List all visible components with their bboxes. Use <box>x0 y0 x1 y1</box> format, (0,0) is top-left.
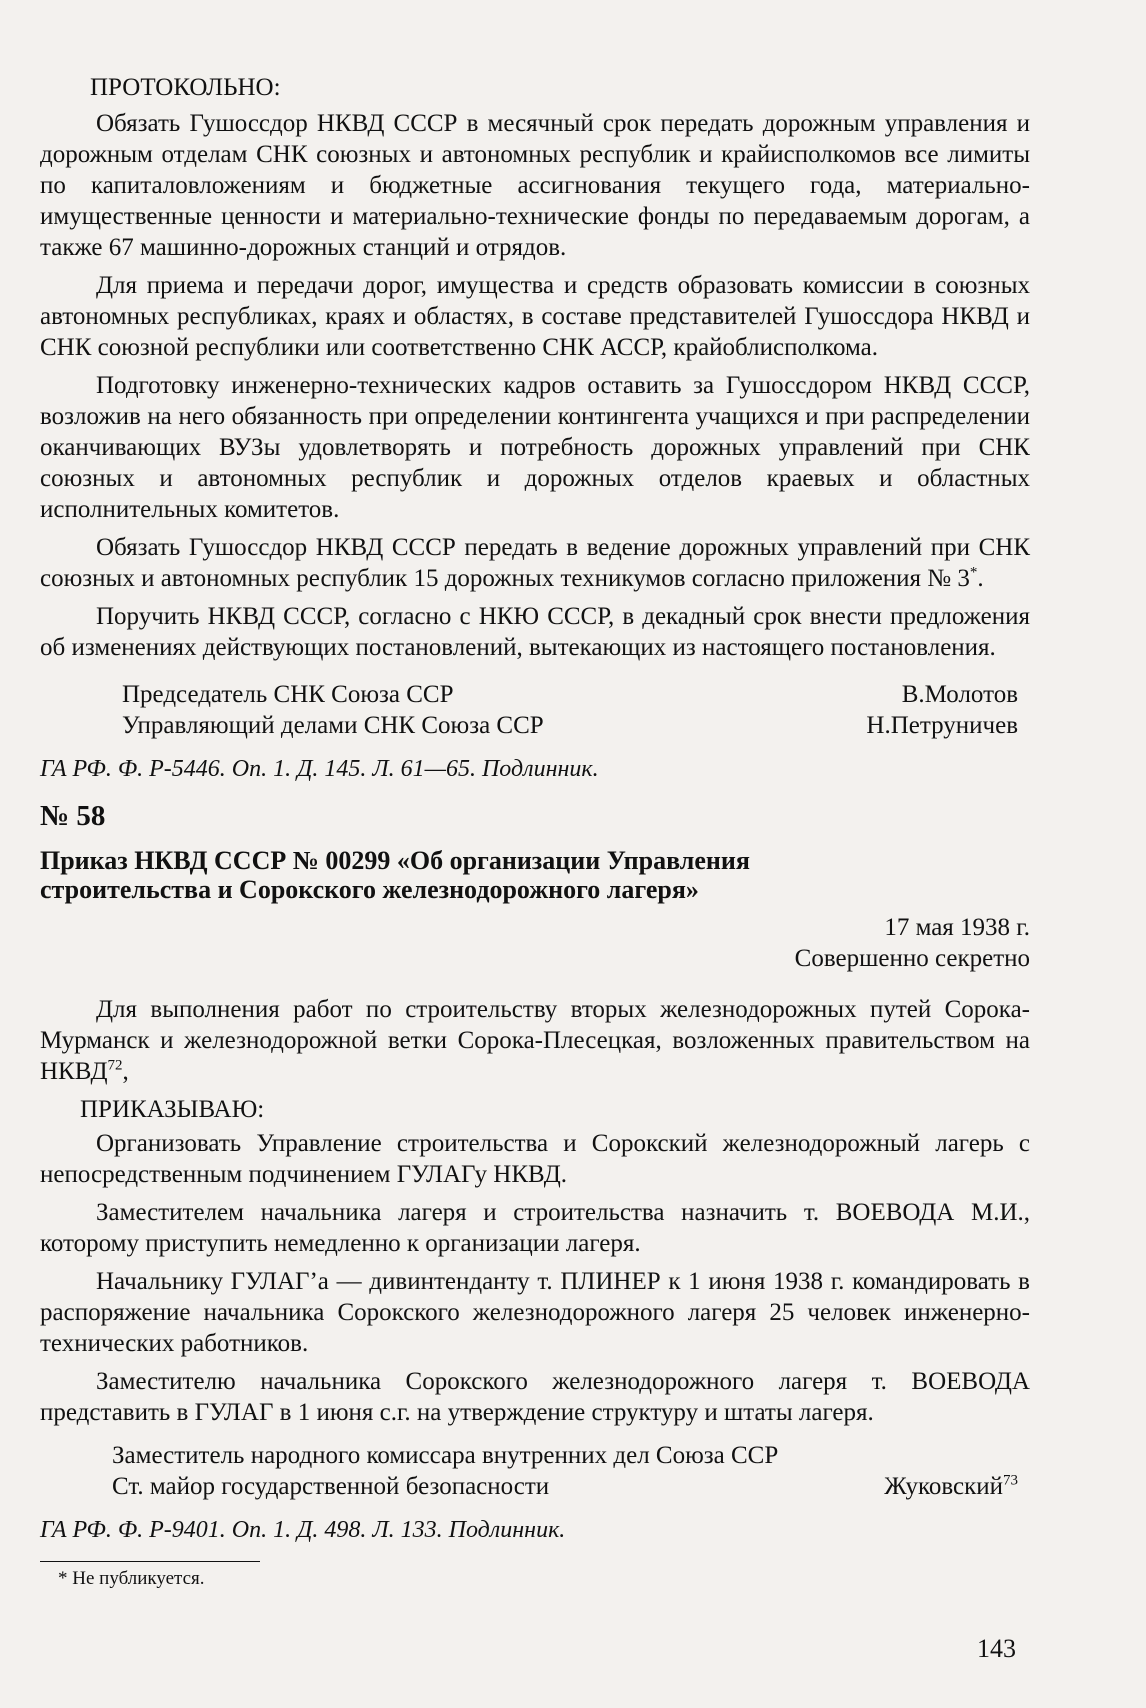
signature-role: Председатель СНК Союза ССР <box>122 681 454 708</box>
signature-name: В.Молотов <box>901 681 1018 708</box>
paragraph-with-footnote <box>40 532 1030 594</box>
prikazyvayu-heading: ПРИКАЗЫВАЮ: <box>80 1096 265 1123</box>
order-item: Заместителю начальника Сорокского железнодорожного лагеря т. ВОЕВОДА представить в ГУЛАГ в 1 июня с.г. на утверждение структуру и штаты лагеря. <box>40 1368 1030 1426</box>
signature-role: Управляющий делами СНК Союза ССР <box>122 712 544 739</box>
document-title: Приказ НКВД СССР № 00299 «Об организации Управления строительства и Сорокского железнодорожного лагеря» <box>40 846 750 904</box>
order-intro <box>40 994 1030 1087</box>
signature-block <box>40 679 1030 741</box>
archive-source: ГА РФ. Ф. Р-9401. Оп. 1. Д. 498. Л. 133. Подлинник. <box>40 1517 566 1543</box>
intro-tail: , <box>122 1058 129 1085</box>
order-item: Начальнику ГУЛАГ’а — дивинтенданту т. ПЛИНЕР к 1 июня 1938 г. командировать в распоряжение начальника Сорокского железнодорожного лагеря 25 человек инженерно-технических работников. <box>40 1268 1030 1357</box>
signature-name-block <box>884 1471 1018 1502</box>
signature-rank: Ст. майор государственной безопасности <box>112 1473 550 1500</box>
endnote-mark: 73 <box>1003 1472 1018 1489</box>
order-item: Организовать Управление строительства и Сорокский железнодорожный лагерь с непосредственным подчинением ГУЛАГу НКВД. <box>40 1130 1030 1188</box>
paragraph: Для приема и передачи дорог, имущества и средств образовать комиссии в союзных автономных республиках, краях и областях, в составе представителей Гушоссдора НКВД и СНК союзной республики или соответственно СНК АССР, крайоблисполкома. <box>40 272 1030 361</box>
footnote <box>58 1568 1030 1590</box>
signature-line <box>40 1471 1030 1502</box>
order-item: Заместителем начальника лагеря и строительства назначить т. ВОЕВОДА М.И., которому приступить немедленно к организации лагеря. <box>40 1199 1030 1257</box>
signature-row <box>40 679 1030 710</box>
signature-position: Заместитель народного комиссара внутренних дел Союза ССР <box>112 1442 779 1469</box>
order-signature-block <box>40 1440 1030 1502</box>
signature-name: Н.Петруничев <box>866 712 1018 739</box>
protokolno-heading: ПРОТОКОЛЬНО: <box>90 74 281 101</box>
signature-name: Жуковский <box>884 1473 1003 1500</box>
archive-source: ГА РФ. Ф. Р-5446. Оп. 1. Д. 145. Л. 61—65. Подлинник. <box>40 756 599 782</box>
endnote-mark: 72 <box>107 1057 123 1074</box>
footnote-mark: * <box>58 1568 68 1589</box>
paragraph: Поручить НКВД СССР, согласно с НКЮ СССР, в декадный срок внести предложения об изменениях действующих постановлений, вытекающих из настоящего постановления. <box>40 603 1030 661</box>
paragraph-end: . <box>977 565 984 592</box>
footnote-divider <box>40 1561 260 1562</box>
document-number: № 58 <box>40 800 106 832</box>
paragraph: Подготовку инженерно-технических кадров оставить за Гушоссдором НКВД СССР, возложив на него обязанность при определении контингента учащихся и при распределении оканчивающих ВУЗы удовлетворять и потребность дорожных управлений при СНК союзных и автономных республик и дорожных отделов краевых и областных исполнительных комитетов. <box>40 372 1030 523</box>
signature-line <box>40 1440 1030 1471</box>
signature-row <box>40 710 1030 741</box>
document-date: 17 мая 1938 г. <box>884 914 1030 941</box>
page-body <box>40 72 1030 1590</box>
classification: Совершенно секретно <box>794 945 1030 972</box>
intro-text: Для выполнения работ по строительству вторых железнодорожных путей Сорока-Мурманск и железнодорожной ветки Сорока-Плесецкая, возложенных правительством на НКВД <box>40 996 1030 1085</box>
footnote-text: Не публикуется. <box>67 1568 205 1589</box>
page-number: 143 <box>977 1634 1016 1663</box>
footnote-mark: * <box>969 564 978 581</box>
paragraph-text: Обязать Гушоссдор НКВД СССР передать в ведение дорожных управлений при СНК союзных и автономных республик 15 дорожных техникумов согласно приложения № 3 <box>40 534 1030 592</box>
paragraph: Обязать Гушоссдор НКВД СССР в месячный срок передать дорожным управления и дорожным отделам СНК союзных и автономных республик и крайисполкомов все лимиты по капиталовложениям и бюджетные ассигнования текущего года, материально-имущественные ценности и материально-технические фонды по передаваемым дорогам, а также 67 машинно-дорожных станций и отрядов. <box>40 110 1030 261</box>
